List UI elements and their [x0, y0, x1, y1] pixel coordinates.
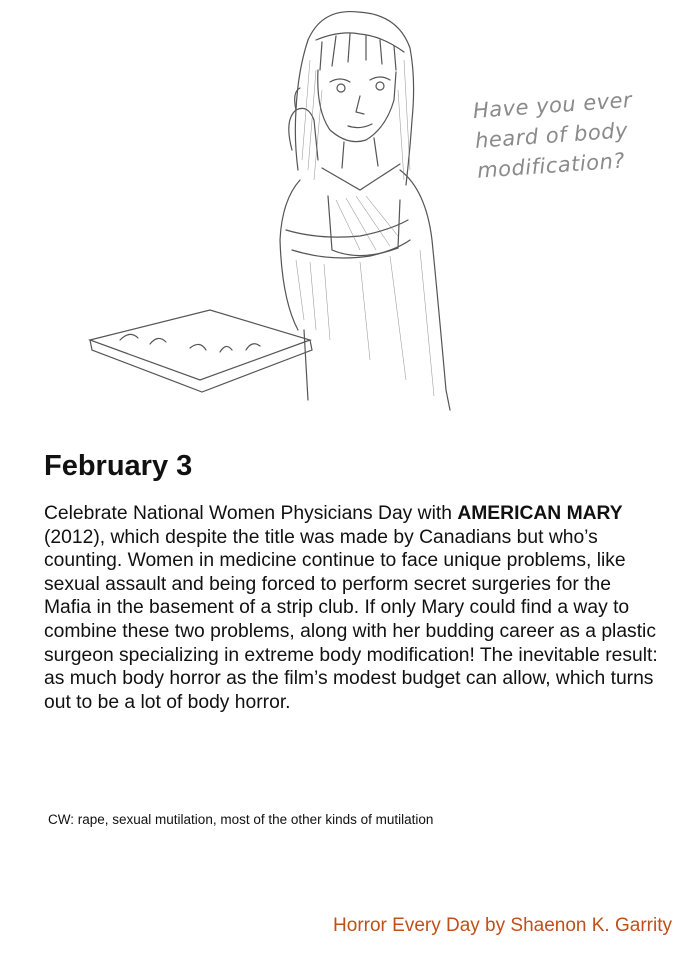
pencil-illustration: [60, 0, 640, 420]
author-credit: Horror Every Day by Shaenon K. Garrity: [333, 915, 672, 936]
entry-title: February 3: [44, 450, 193, 482]
film-title: AMERICAN MARY: [457, 503, 623, 524]
speech-line: Have you ever: [472, 87, 633, 123]
description-part-1: Celebrate National Women Physicians Day with: [44, 503, 458, 524]
speech-line: heard of body: [474, 118, 629, 153]
description-part-2: (2012), which despite the title was made by Canadians but who’s counting. Women in medicine continue to face unique problems, like sexual assault and being forced to perform secret surgeries for the Mafia in the basement of a strip club. If only Mary could find a way to combine these two problems, along with her budding career as a plastic surgeon specializing in extreme body modification! The inevitable result: as much body horror as the film’s modest budget can allow, which turns out to be a lot of body horror.: [44, 526, 658, 713]
speech-caption: [472, 81, 698, 186]
speech-line: modification?: [476, 148, 626, 183]
entry-description: [44, 502, 659, 714]
woman-sketch-icon: [60, 0, 640, 420]
content-warning: CW: rape, sexual mutilation, most of the other kinds of mutilation: [48, 812, 434, 827]
